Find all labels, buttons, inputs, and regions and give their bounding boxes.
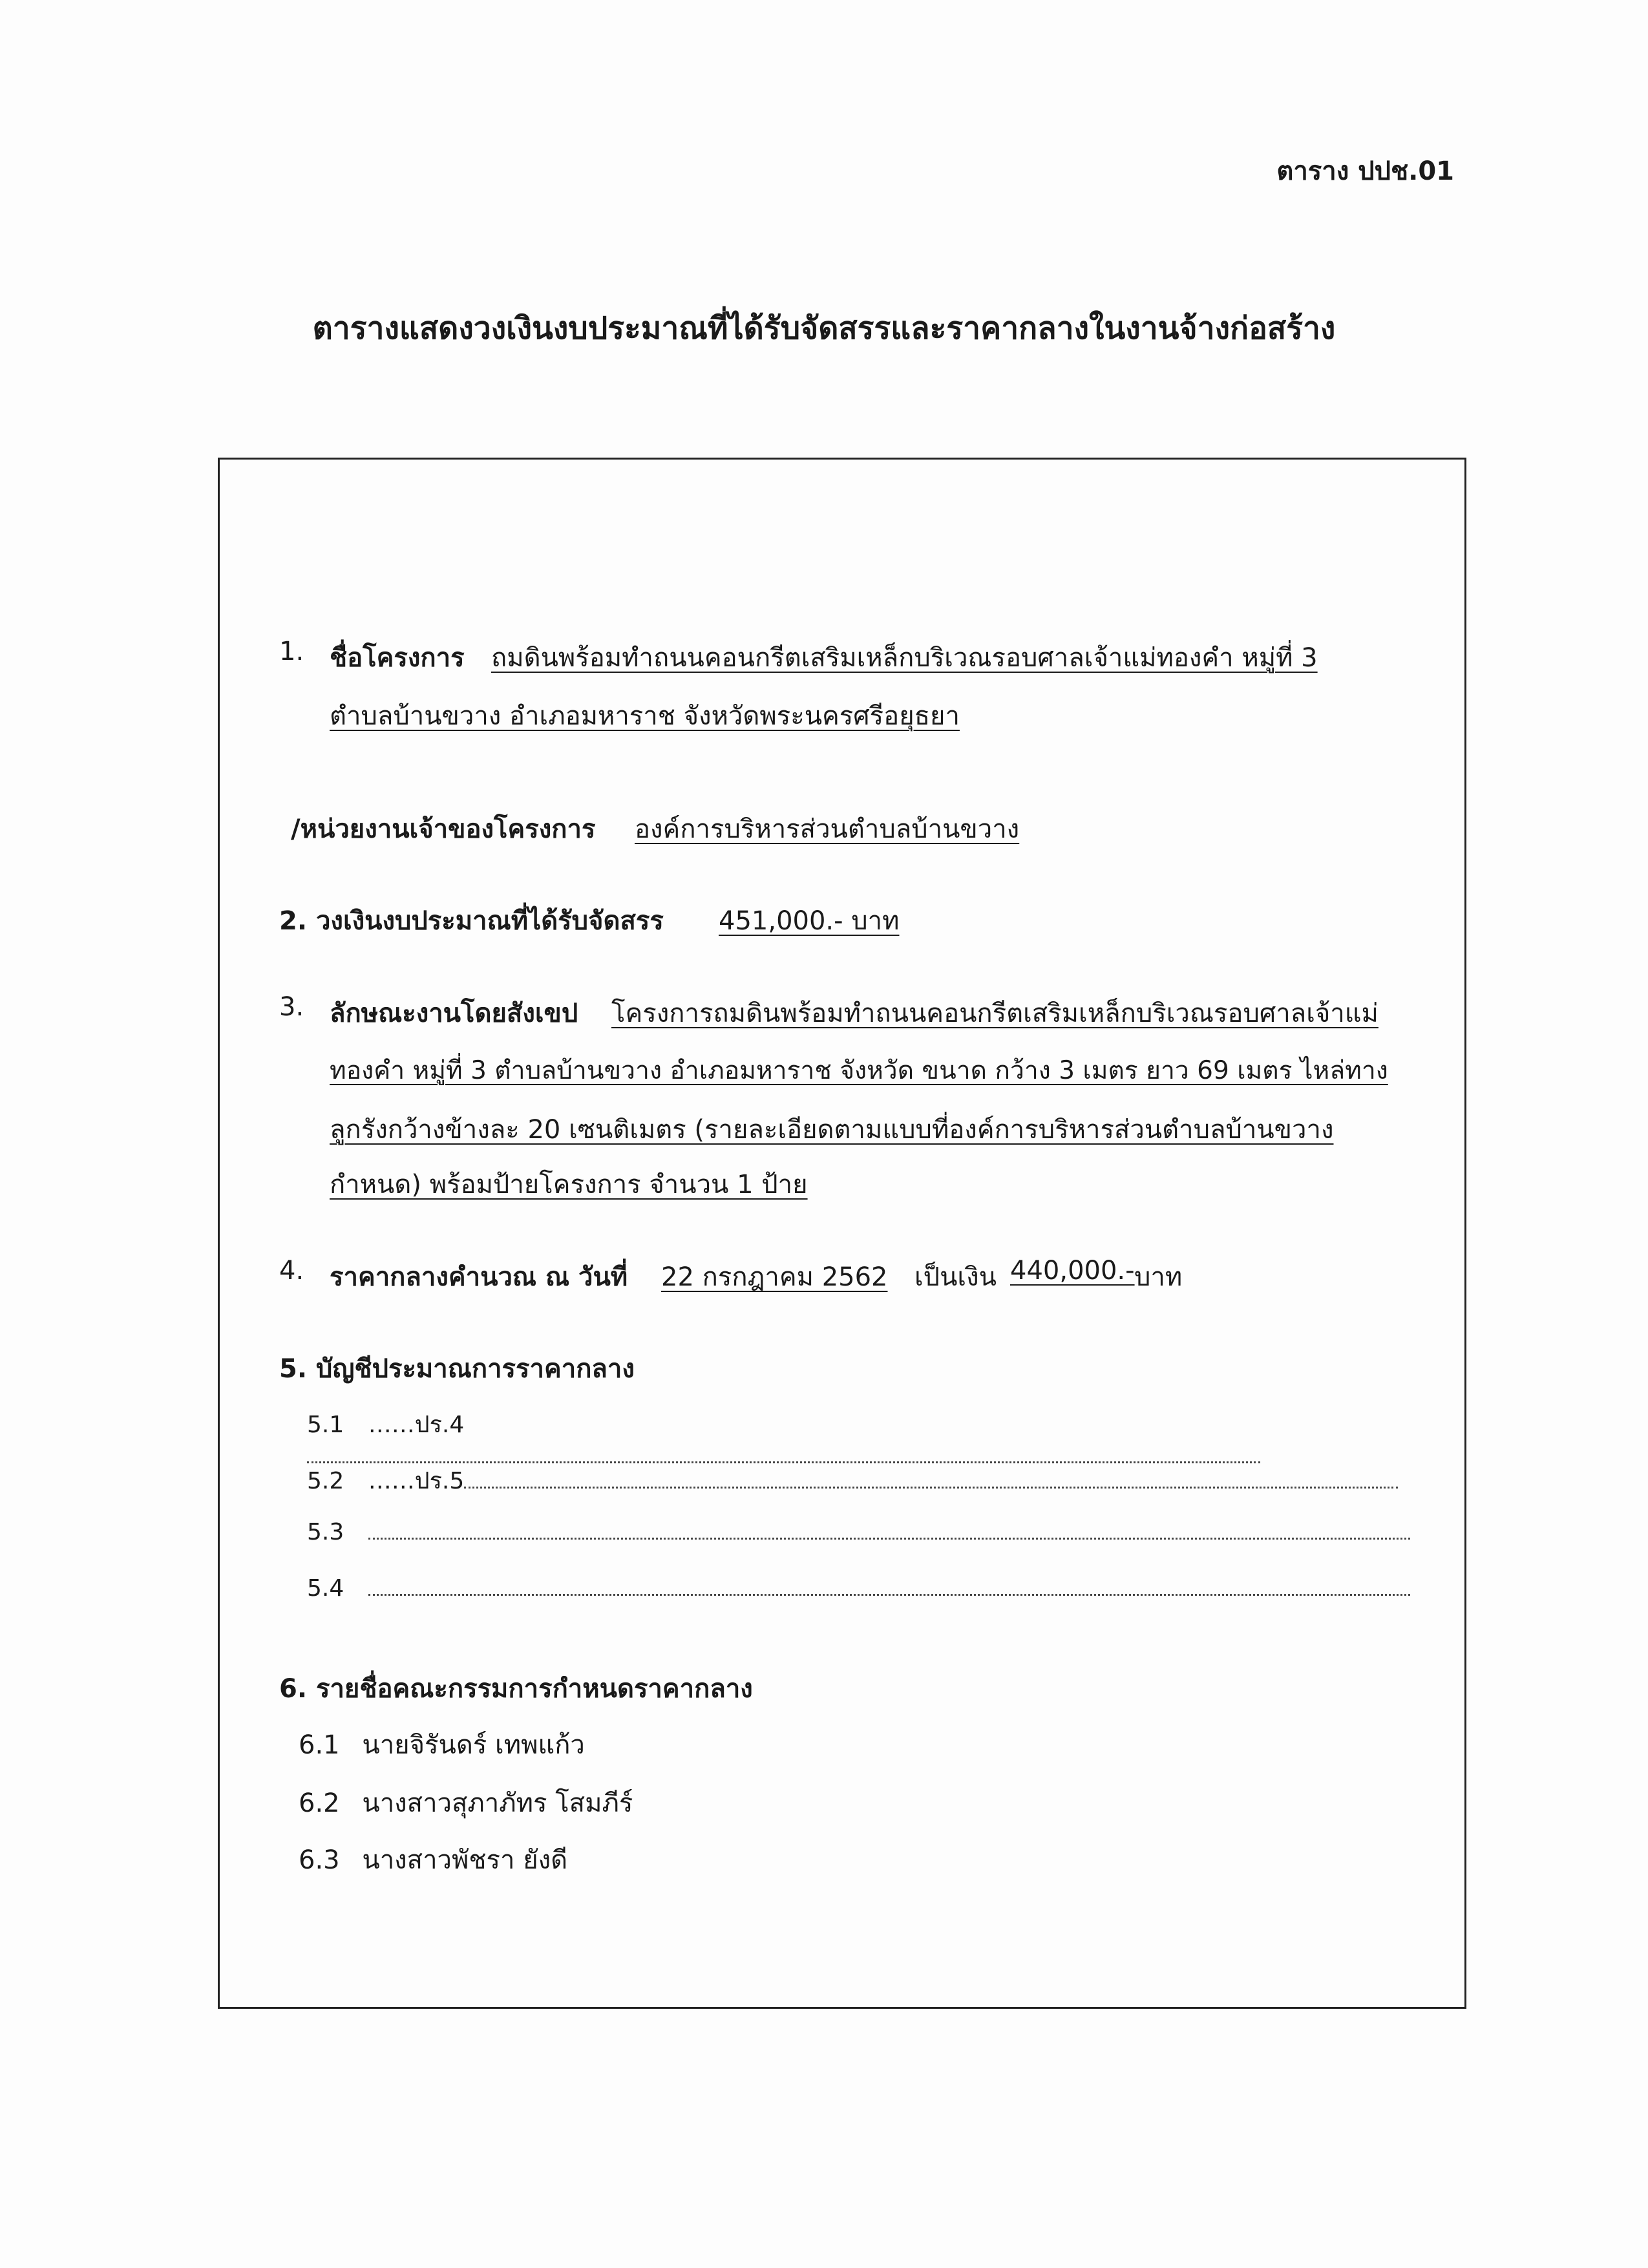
estimate-row (307, 1462, 1415, 1499)
member-name: นายจิรันดร์ เทพแก้ว (362, 1730, 585, 1760)
member-number: 6.2 (299, 1788, 340, 1818)
estimate-number: 5.2 (307, 1468, 344, 1494)
member-name: นางสาวพัชรา ยังดี (362, 1845, 568, 1875)
item6-label: 6. รายชื่อคณะกรรมการกำหนดราคากลาง (279, 1674, 753, 1704)
page-title: ตารางแสดงวงเงินงบประมาณที่ได้รับจัดสรรและราคากลางในงานจ้างก่อสร้าง (312, 310, 1336, 346)
committee-member (299, 1724, 585, 1765)
content-frame (218, 458, 1466, 2009)
median-price-amount: 440,000.- (1010, 1256, 1135, 1286)
item4-number: 4. (279, 1256, 304, 1286)
dotted-leader (368, 1578, 1410, 1596)
summary-line2: ทองคำ หมู่ที่ 3 ตำบลบ้านขวาง อำเภอมหาราช จังหวัด ขนาด กว้าง 3 เมตร ยาว 69 เมตร ไหล่ทาง (330, 1056, 1388, 1085)
member-number: 6.1 (299, 1730, 340, 1760)
estimate-text: ……ปร.4 (368, 1412, 465, 1438)
estimate-number: 5.4 (307, 1575, 344, 1602)
item1-label: ชื่อโครงการ (330, 643, 465, 673)
committee-member (299, 1839, 567, 1880)
project-name-line2: ตำบลบ้านขวาง อำเภอมหาราช จังหวัดพระนครศรีอยุธยา (330, 701, 960, 731)
project-name-line1: ถมดินพร้อมทำถนนคอนกรีตเสริมเหล็กบริเวณรอบศาลเจ้าแม่ทองคำ หมู่ที่ 3 (491, 643, 1318, 673)
item1-number: 1. (279, 637, 304, 666)
form-code: ตาราง ปปช.01 (1276, 156, 1454, 186)
price-date: 22 กรกฎาคม 2562 (661, 1262, 888, 1292)
item3-number: 3. (279, 992, 304, 1022)
item4-amount-label: เป็นเงิน (914, 1262, 997, 1292)
committee-member (299, 1782, 633, 1823)
item4-unit: บาท (1134, 1262, 1183, 1292)
estimate-number: 5.3 (307, 1519, 344, 1545)
item5-label: 5. บัญชีประมาณการราคากลาง (279, 1354, 635, 1384)
item4-label: ราคากลางคำนวณ ณ วันที่ (330, 1262, 628, 1292)
item2-label: 2. วงเงินงบประมาณที่ได้รับจัดสรร (279, 906, 664, 936)
summary-line4: กำหนด) พร้อมป้ายโครงการ จำนวน 1 ป้าย (330, 1170, 808, 1200)
dotted-leader (307, 1446, 1260, 1463)
item3-label: ลักษณะงานโดยสังเขป (330, 999, 578, 1028)
owner-value: องค์การบริหารส่วนตำบลบ้านขวาง (635, 814, 1020, 844)
estimate-row (307, 1519, 1415, 1545)
estimate-number: 5.1 (307, 1412, 344, 1438)
budget-amount: 451,000.- บาท (719, 906, 900, 936)
member-number: 6.3 (299, 1845, 340, 1875)
member-name: นางสาวสุภาภัทร โสมภีร์ (362, 1788, 633, 1818)
summary-line3: ลูกรังกว้างข้างละ 20 เซนติเมตร (รายละเอียดตามแบบที่องค์การบริหารส่วนตำบลบ้านขวาง (330, 1115, 1334, 1145)
dotted-leader (464, 1471, 1398, 1489)
estimate-text: ……ปร.5 (368, 1468, 465, 1494)
dotted-leader (368, 1522, 1410, 1540)
estimate-row (307, 1575, 1415, 1602)
owner-label: /หน่วยงานเจ้าของโครงการ (291, 814, 596, 844)
estimate-row (307, 1406, 1415, 1469)
summary-line1: โครงการถมดินพร้อมทำถนนคอนกรีตเสริมเหล็กบริเวณรอบศาลเจ้าแม่ (611, 999, 1379, 1028)
